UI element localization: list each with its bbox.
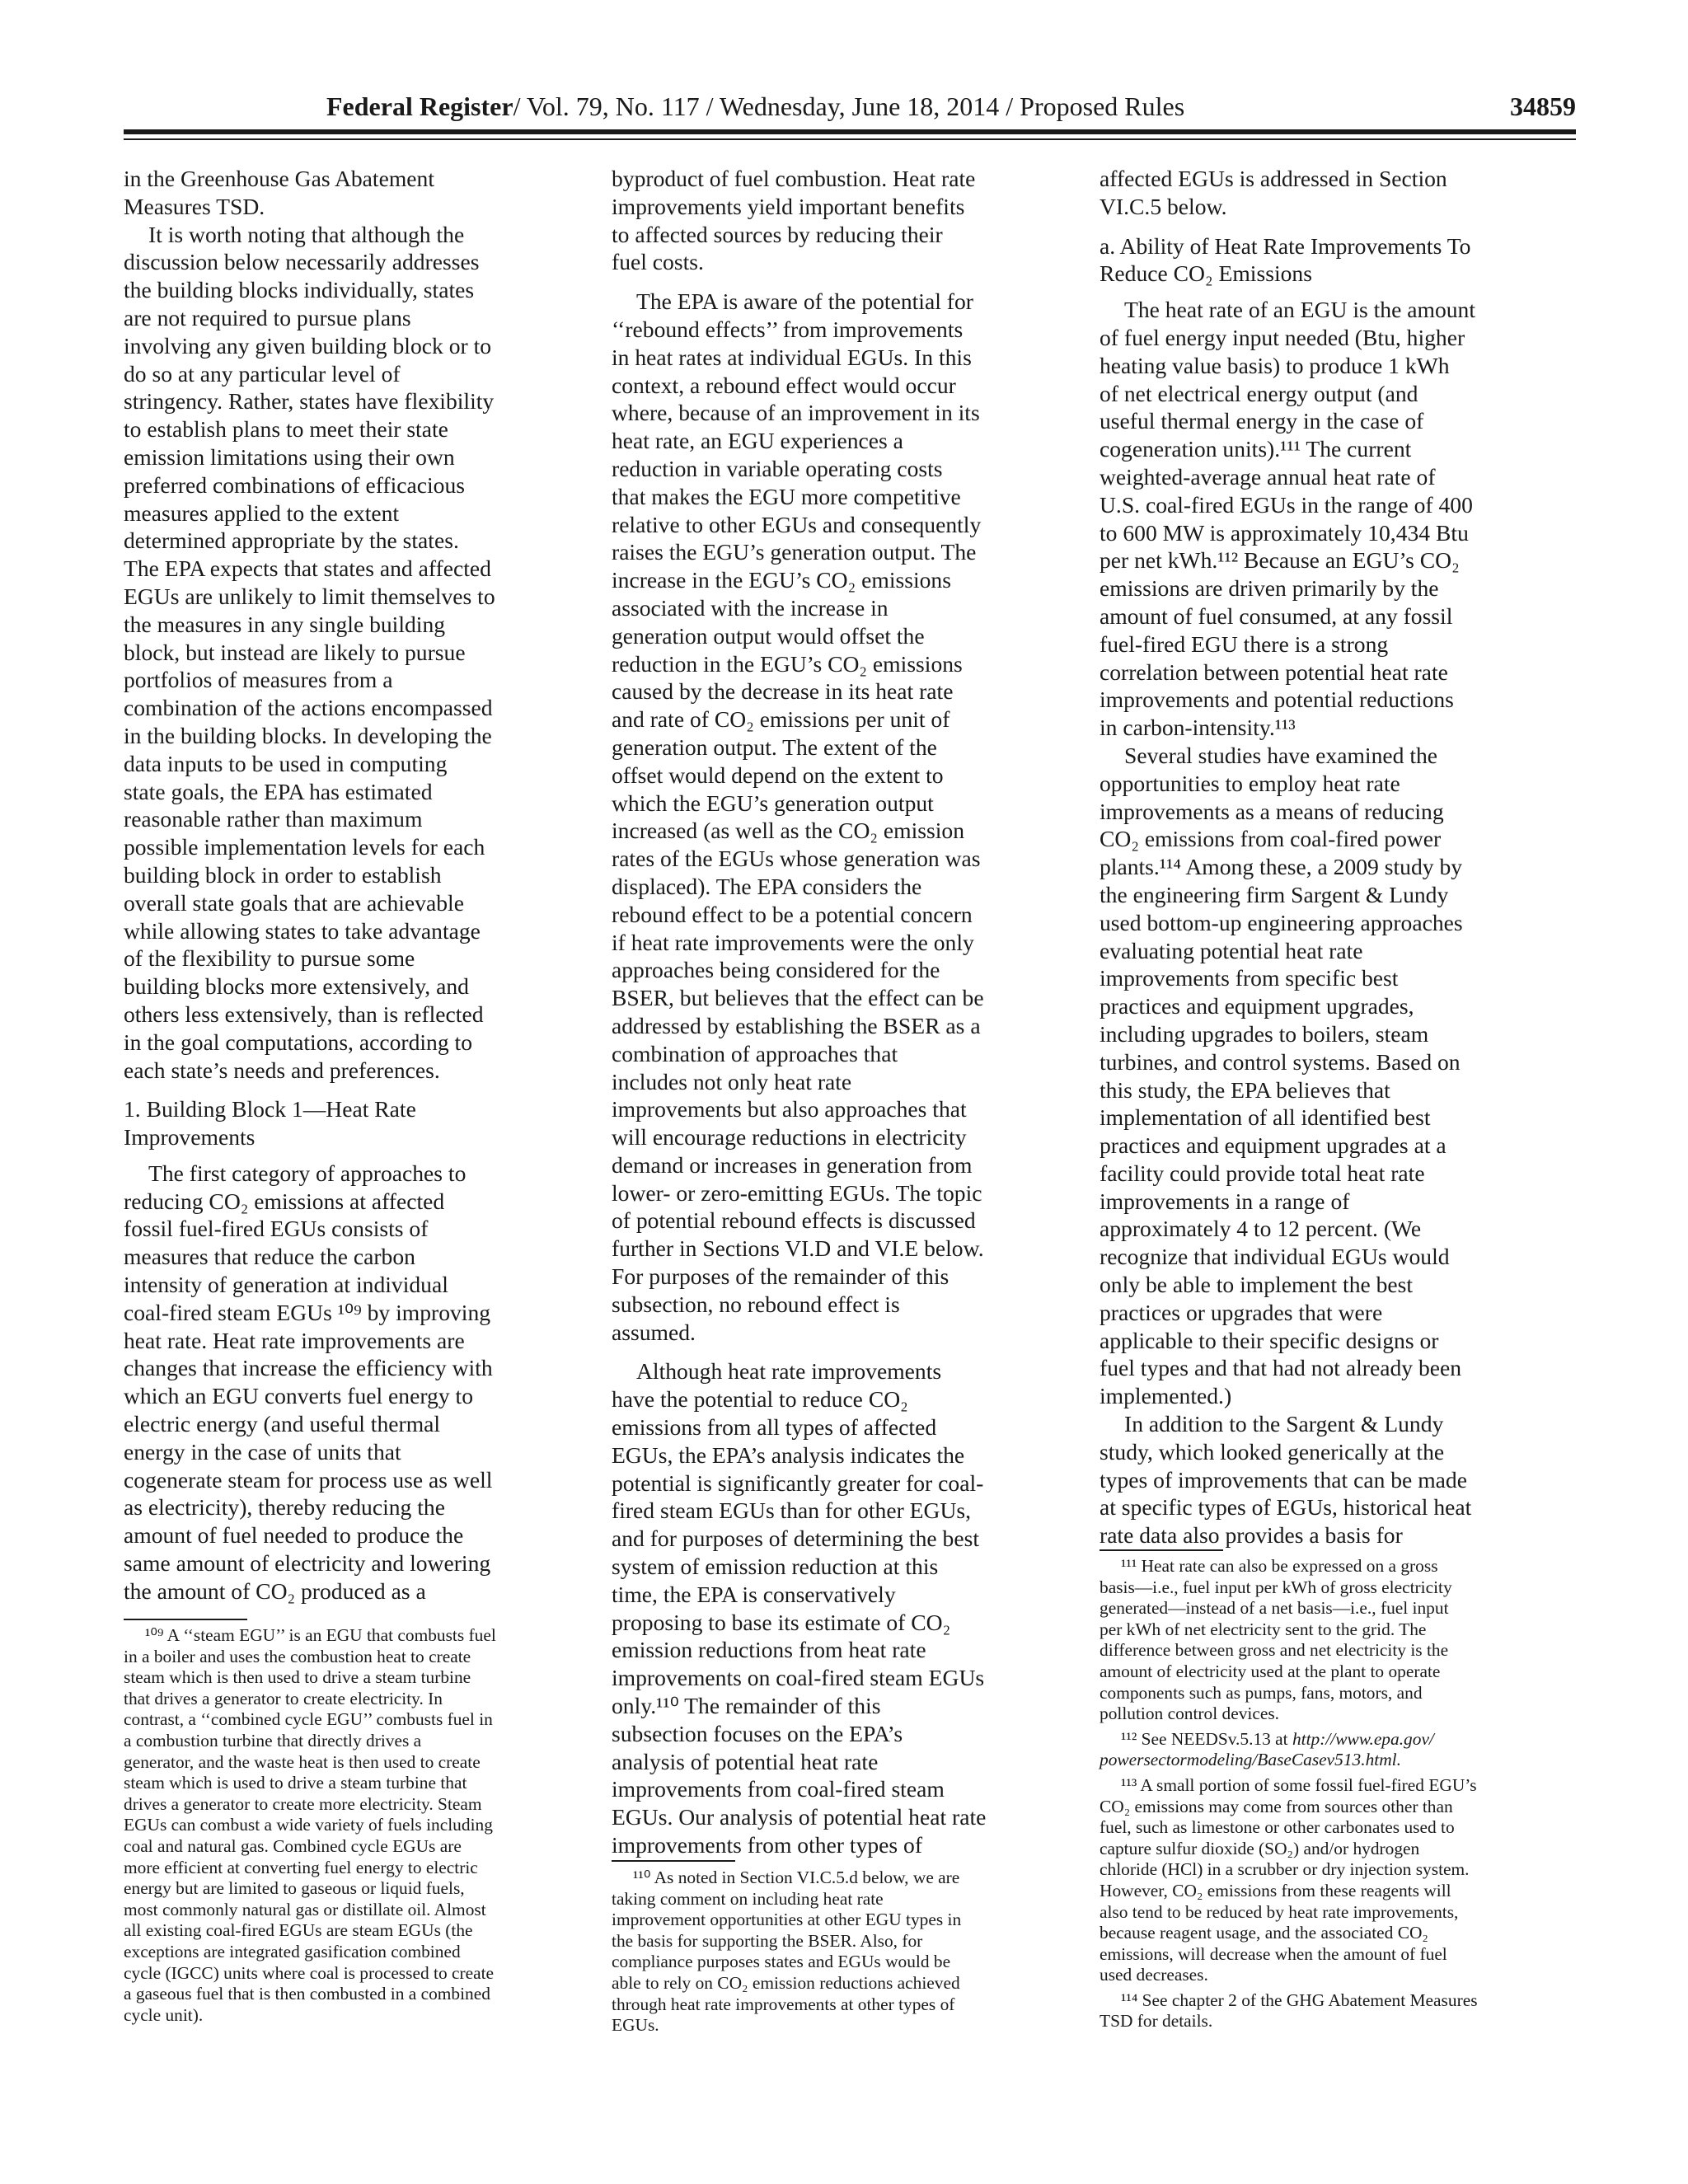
text-line: implemented.) (1100, 1383, 1232, 1409)
text-line: TSD for details. (1100, 2011, 1213, 2032)
text-line: steam which is then used to drive a steam turbine (124, 1667, 471, 1688)
text-line: involving any given building block or to (124, 332, 492, 359)
text-line: because reagent usage, and the associated CO₂ (1100, 1923, 1428, 1943)
text-line: a gaseous fuel that is then combusted in a combined (124, 1984, 490, 2004)
text-line: where, because of an improvement in its (612, 400, 980, 426)
text-line: others less extensively, than is reflected (124, 1001, 484, 1027)
text-line: subsection focuses on the EPA’s (612, 1720, 903, 1746)
paragraph (1100, 742, 1558, 1410)
text-line: fired steam EGUs than for other EGUs, (612, 1497, 972, 1524)
text-line: emissions, will decrease when the amount of fuel (1100, 1943, 1447, 1964)
text-line: in heat rates at individual EGUs. In this (612, 344, 972, 370)
text-line: state goals, the EPA has estimated (124, 778, 433, 804)
text-line: exceptions are integrated gasification combined (124, 1941, 461, 1961)
text-line: approximately 4 to 12 percent. (We (1100, 1216, 1422, 1242)
text-line: at specific types of EGUs, historical heat (1100, 1494, 1472, 1521)
paragraph (1100, 1410, 1558, 1549)
text-line: increase in the EGU’s CO₂ emissions (612, 567, 951, 593)
text-line: heat rate. Heat rate improvements are (124, 1327, 465, 1353)
text-line: determined appropriate by the states. (124, 527, 459, 554)
text-line: per net kWh.¹¹² Because an EGU’s CO₂ (1100, 547, 1460, 574)
text-line: the building blocks individually, states (124, 277, 475, 303)
text-line: same amount of electricity and lowering (124, 1550, 491, 1577)
text-line: EGUs are unlikely to limit themselves to (124, 583, 495, 609)
text-line: which the EGU’s generation output (612, 790, 934, 816)
text-line: chloride (HCl) in a scrubber or dry injection system. (1100, 1859, 1470, 1880)
text-line: pollution control devices. (1100, 1704, 1280, 1724)
text-line: drives a generator to create more electricity. Steam (124, 1793, 482, 1814)
text-line: practices or upgrades that were (1100, 1299, 1383, 1325)
text-line: overall state goals that are achievable (124, 889, 464, 916)
text-line: facility could provide total heat rate (1100, 1160, 1425, 1186)
text-line: building blocks more extensively, and (124, 973, 469, 1000)
text-line: cogeneration units).¹¹¹ The current (1100, 436, 1412, 462)
text-line: reducing CO₂ emissions at affected (124, 1188, 445, 1214)
text-line: recognize that individual EGUs would (1100, 1244, 1450, 1270)
text-line: plants.¹¹⁴ Among these, a 2009 study by (1100, 854, 1463, 880)
text-line: heating value basis) to produce 1 kWh (1100, 352, 1450, 378)
text-line: addressed by establishing the BSER as a (612, 1012, 981, 1038)
text-line: context, a rebound effect would occur (612, 372, 956, 398)
text-line: generated—instead of a net basis—i.e., fuel input (1100, 1598, 1449, 1619)
footnotes-111-114 (1100, 1556, 1558, 2032)
footnote-rule (612, 1860, 735, 1862)
text-line: BSER, but believes that the effect can be (612, 985, 984, 1011)
text-line: EGUs. (612, 2015, 659, 2036)
text-line: evaluating potential heat rate (1100, 937, 1363, 963)
text-line: emission limitations using their own (124, 443, 455, 470)
text-line: combination of the actions encompassed (124, 695, 493, 721)
text-line: in the goal computations, according to (124, 1029, 473, 1055)
text-line: stringency. Rather, states have flexibility (124, 388, 495, 415)
text-line: taking comment on including heat rate (612, 1888, 884, 1909)
text-line: all existing coal-fired EGUs are steam EGUs (the (124, 1920, 473, 1941)
text-line: fuel types and that had not already been (1100, 1355, 1462, 1381)
text-line: only.¹¹⁰ The remainder of this (612, 1693, 881, 1719)
footnote-109 (124, 1625, 582, 2026)
text-line: improvements from specific best (1100, 965, 1399, 991)
text-line: EGUs, the EPA’s analysis indicates the (612, 1441, 965, 1468)
text-line: However, CO₂ emissions from these reagents will (1100, 1880, 1451, 1900)
text-line: improvements from other types of (612, 1832, 923, 1858)
text-line: subsection, no rebound effect is (612, 1291, 900, 1317)
text-line: amount of fuel consumed, at any fossil (1100, 602, 1453, 629)
text-line: The heat rate of an EGU is the amount (1124, 297, 1476, 323)
text-line: which an EGU converts fuel energy to (124, 1383, 473, 1409)
text-line: displaced). The EPA considers the (612, 873, 922, 899)
text-line: emission reductions from heat rate (612, 1637, 926, 1663)
text-line: amount of fuel needed to produce the (124, 1522, 464, 1549)
paragraph (124, 1160, 582, 1605)
text-line: lower- or zero-emitting EGUs. The topic (612, 1179, 982, 1206)
text-line: to 600 MW is approximately 10,434 Btu (1100, 519, 1469, 546)
text-line: VI.C.5 below. (1100, 193, 1227, 219)
text-line: coal-fired steam EGUs ¹⁰⁹ by improving (124, 1299, 491, 1325)
text-line: affected EGUs is addressed in Section (1100, 166, 1447, 191)
text-line: difference between gross and net electricity is the (1100, 1640, 1449, 1661)
text-line: system of emission reduction at this (612, 1554, 939, 1580)
text-line: applicable to their specific designs or (1100, 1327, 1439, 1353)
text-line: the measures in any single building (124, 611, 446, 637)
text-line: approaches being considered for the (612, 957, 940, 983)
text-line: includes not only heat rate (612, 1068, 852, 1094)
text-line: components such as pumps, fans, motors, and (1100, 1682, 1423, 1703)
text-line: including upgrades to boilers, steam (1100, 1020, 1429, 1047)
section-heading: a. Ability of Heat Rate Improvements To Reduce CO₂ Emissions (1100, 232, 1471, 287)
text-line: improvements yield important benefits (612, 193, 965, 219)
text-line: used bottom-up engineering approaches (1100, 909, 1463, 935)
text-line: Although heat rate improvements (636, 1358, 942, 1385)
text-line: turbines, and control systems. Based on (1100, 1048, 1461, 1075)
text-line: further in Sections VI.D and VI.E below. (612, 1235, 984, 1262)
text-line: do so at any particular level of (124, 360, 401, 387)
text-line: rates of the EGUs whose generation was (612, 846, 981, 872)
text-line: CO₂ emissions may come from sources other than (1100, 1796, 1453, 1816)
text-line: generator, and the waste heat is then used to create (124, 1751, 481, 1772)
text-line: emissions are driven primarily by the (1100, 575, 1439, 602)
text-line: have the potential to reduce CO₂ (612, 1386, 908, 1413)
text-line: data inputs to be used in computing (124, 750, 448, 776)
footnote-link[interactable]: powersectormodeling/BaseCasev513.html. (1100, 1750, 1401, 1770)
footnote-rule (1100, 1549, 1223, 1551)
paragraph: in the Greenhouse Gas Abatement Measures TSD. (124, 166, 435, 219)
text-line: time, the EPA is conservatively (612, 1581, 896, 1607)
footnote-rule (124, 1619, 247, 1620)
text-line: types of improvements that can be made (1100, 1466, 1467, 1493)
text-line: weighted-average annual heat rate of (1100, 463, 1436, 490)
text-line: building block in order to establish (124, 861, 442, 888)
text-line: compliance purposes states and EGUs would be (612, 1952, 951, 1972)
text-line: contrast, a ‘‘combined cycle EGU’’ combusts fuel in (124, 1709, 493, 1730)
text-line: that makes the EGU more competitive (612, 483, 961, 509)
text-line: measures that reduce the carbon (124, 1244, 415, 1270)
text-line: ¹¹⁰ As noted in Section VI.C.5.d below, we are (633, 1868, 960, 1887)
text-line: analysis of potential heat rate (612, 1748, 879, 1774)
paragraph (612, 165, 1070, 276)
text-line: increased (as well as the CO₂ emission (612, 818, 965, 844)
text-line: CO₂ emissions from coal-fired power (1100, 826, 1442, 852)
text-line: byproduct of fuel combustion. Heat rate (612, 166, 976, 191)
column-2 (612, 165, 1070, 1859)
text-line: fuel-fired EGU there is a strong (1100, 630, 1389, 657)
text-line: also tend to be reduced by heat rate improvements, (1100, 1901, 1459, 1922)
text-line: in the building blocks. In developing the (124, 722, 492, 748)
text-line: caused by the decrease in its heat rate (612, 678, 954, 705)
text-line: offset would depend on the extent to (612, 762, 944, 788)
text-line: opportunities to employ heat rate (1100, 770, 1400, 796)
text-line: only be able to implement the best (1100, 1272, 1414, 1298)
paragraph (1100, 296, 1558, 742)
text-line: The EPA expects that states and affected (124, 555, 491, 582)
text-line: potential is significantly greater for coal- (612, 1469, 984, 1496)
paragraph (612, 288, 1070, 1346)
text-line: through heat rate improvements at other types of (612, 1994, 955, 2014)
text-line: correlation between potential heat rate (1100, 658, 1448, 685)
text-line: rate data also provides a basis for (1100, 1522, 1403, 1549)
text-line: used decreases. (1100, 1965, 1208, 1985)
footnote-112: ¹¹² See NEEDSv.5.13 at http://www.epa.gov/ powersectormodeling/BaseCasev513.html. (1100, 1728, 1434, 1770)
text-line: basis—i.e., fuel input per kWh of gross electricity (1100, 1577, 1452, 1597)
text-line: EGUs. Our analysis of potential heat rate (612, 1804, 987, 1830)
text-line: generation output would offset the (612, 622, 925, 649)
text-line: ¹¹⁴ See chapter 2 of the GHG Abatement Measures (1121, 1990, 1478, 2010)
text-line: The first category of approaches to (148, 1160, 467, 1186)
text-line: block, but instead are likely to pursue (124, 639, 466, 665)
text-line: U.S. coal-fired EGUs in the range of 400 (1100, 491, 1473, 518)
text-line: study, which looked generically at the (1100, 1438, 1445, 1465)
text-line: in a boiler and uses the combustion heat to create (124, 1646, 471, 1666)
text-line: implementation of all identified best (1100, 1104, 1431, 1131)
text-line: fuel, such as limestone or other carbonates used to (1100, 1817, 1455, 1838)
text-line: possible implementation levels for each (124, 834, 485, 860)
text-line: measures applied to the extent (124, 499, 400, 526)
text-line: ‘‘rebound effects’’ from improvements (612, 316, 964, 342)
text-line: to affected sources by reducing their (612, 221, 943, 247)
text-line: emissions from all types of affected (612, 1414, 937, 1441)
text-line: relative to other EGUs and consequently (612, 511, 982, 537)
text-line: of net electrical energy output (and (1100, 380, 1418, 406)
footnote-110 (612, 1868, 1070, 2036)
text-line: reduction in the EGU’s CO₂ emissions (612, 650, 963, 677)
text-line: ¹⁰⁹ A ‘‘steam EGU’’ is an EGU that combusts fuel (145, 1625, 496, 1645)
text-line: more efficient at converting fuel energy to electric (124, 1857, 478, 1877)
text-line: assumed. (612, 1319, 696, 1345)
text-line: the engineering firm Sargent & Lundy (1100, 881, 1449, 907)
text-line: EGUs can combust a wide variety of fuels including (124, 1815, 493, 1835)
text-line: of potential rebound effects is discussed (612, 1207, 976, 1234)
text-line: The EPA is aware of the potential for (636, 288, 973, 315)
running-header (124, 87, 1576, 125)
text-line: are not required to pursue plans (124, 304, 411, 330)
journal-name: Federal Register (326, 91, 513, 121)
text-line: improvements but also approaches that (612, 1096, 967, 1122)
text-line: as electricity), thereby reducing the (124, 1494, 445, 1521)
text-line: rebound effect to be a potential concern (612, 901, 973, 927)
text-line: and rate of CO₂ emissions per unit of (612, 706, 950, 733)
text-line: each state’s needs and preferences. (124, 1057, 440, 1083)
text-line: in carbon-intensity.¹¹³ (1100, 715, 1296, 741)
footnote-113 (1100, 1775, 1558, 1986)
text-line: steam which is used to drive a steam turbine that (124, 1773, 467, 1793)
text-line: heat rate, an EGU experiences a (612, 428, 903, 454)
section-heading: 1. Building Block 1—Heat Rate Improvements (124, 1096, 416, 1151)
text-line: this study, the EPA believes that (1100, 1076, 1390, 1103)
text-line: practices and equipment upgrades, (1100, 993, 1414, 1019)
text-line: able to rely on CO₂ emission reductions achieved (612, 1972, 960, 1993)
text-line: improvements in a range of (1100, 1188, 1350, 1214)
text-line: raises the EGU’s generation output. The (612, 539, 977, 565)
column-3 (1100, 165, 1558, 1549)
text-line: of the flexibility to pursue some (124, 945, 415, 972)
text-line: improvements as a means of reducing (1100, 798, 1444, 824)
text-line: proposing to base its estimate of CO₂ (612, 1609, 951, 1635)
text-line: It is worth noting that although the (148, 221, 465, 247)
text-line: practices and equipment upgrades at a (1100, 1132, 1447, 1159)
text-line: generation output. The extent of the (612, 733, 937, 760)
text-line: improvement opportunities at other EGU types in (612, 1910, 962, 1930)
text-line: reasonable rather than maximum (124, 806, 423, 832)
text-line: In addition to the Sargent & Lundy (1124, 1411, 1444, 1437)
text-line: improvements on coal-fired steam EGUs (612, 1665, 985, 1691)
text-line: energy in the case of units that (124, 1438, 401, 1465)
text-line: fuel costs. (612, 249, 704, 275)
paragraph (124, 221, 582, 1085)
text-line: electric energy (and useful thermal (124, 1411, 441, 1437)
text-line: intensity of generation at individual (124, 1272, 448, 1298)
text-line: Several studies have examined the (1124, 742, 1438, 768)
text-line: fossil fuel-fired EGUs consists of (124, 1216, 429, 1242)
footnote-111 (1100, 1556, 1558, 1725)
paragraph (612, 1357, 1070, 1858)
paragraph (1100, 165, 1558, 221)
text-line: most commonly natural gas or distillate oil. Almost (124, 1899, 486, 1919)
footnote-114 (1100, 1990, 1558, 2032)
text-line: while allowing states to take advantage (124, 917, 481, 944)
publication-line (326, 87, 1184, 125)
text-line: combination of approaches that (612, 1040, 898, 1066)
footnote-link[interactable]: http://www.epa.gov/ (1292, 1728, 1434, 1749)
text-line: reduction in variable operating costs (612, 455, 943, 481)
text-line: changes that increase the efficiency with (124, 1355, 493, 1381)
header-rule-thick (124, 129, 1576, 134)
text-line: a combustion turbine that directly drives a (124, 1730, 422, 1750)
text-line: discussion below necessarily addresses (124, 249, 480, 275)
text-line: to establish plans to meet their state (124, 416, 448, 443)
text-line: For purposes of the remainder of this (612, 1263, 950, 1290)
text-line: cycle (IGCC) units where coal is processed to create (124, 1962, 495, 1983)
text-line: demand or increases in generation from (612, 1151, 973, 1178)
text-line: cogenerate steam for process use as well (124, 1466, 493, 1493)
text-line: capture sulfur dioxide (SO₂) and/or hydrogen (1100, 1838, 1420, 1858)
text-line: amount of electricity used at the plant to operate (1100, 1661, 1441, 1681)
text-line: energy but are limited to gaseous or liquid fuels, (124, 1878, 465, 1899)
text-line: per kWh of net electricity sent to the grid. The (1100, 1619, 1427, 1639)
page-number: 34859 (1510, 91, 1576, 121)
text-line: improvements from coal-fired steam (612, 1776, 945, 1802)
text-line: the amount of CO₂ produced as a (124, 1577, 426, 1604)
text-line: of fuel energy input needed (Btu, higher (1100, 324, 1465, 350)
issue-info: / Vol. 79, No. 117 / Wednesday, June 18, 2014 / Proposed Rules (513, 91, 1185, 121)
text-line: portfolios of measures from a (124, 667, 393, 693)
text-line: coal and natural gas. Combined cycle EGUs are (124, 1835, 462, 1856)
column-1 (124, 165, 582, 1605)
text-line: ¹¹³ A small portion of some fossil fuel-fired EGU’s (1121, 1774, 1477, 1795)
text-line: useful thermal energy in the case of (1100, 408, 1424, 434)
text-line: ¹¹¹ Heat rate can also be expressed on a gross (1121, 1556, 1438, 1576)
text-line: if heat rate improvements were the only (612, 929, 974, 955)
text-line: preferred combinations of efficacious (124, 471, 465, 498)
text-line: the basis for supporting the BSER. Also, for (612, 1930, 923, 1951)
text-line: and for purposes of determining the best (612, 1526, 979, 1552)
text-line: that drives a generator to create electricity. In (124, 1688, 443, 1708)
header-rule-thin (124, 138, 1576, 140)
text-line: will encourage reductions in electricity (612, 1124, 967, 1151)
text-line: cycle unit). (124, 2004, 204, 2025)
text-line: associated with the increase in (612, 594, 889, 621)
text-line: improvements and potential reductions (1100, 687, 1454, 713)
